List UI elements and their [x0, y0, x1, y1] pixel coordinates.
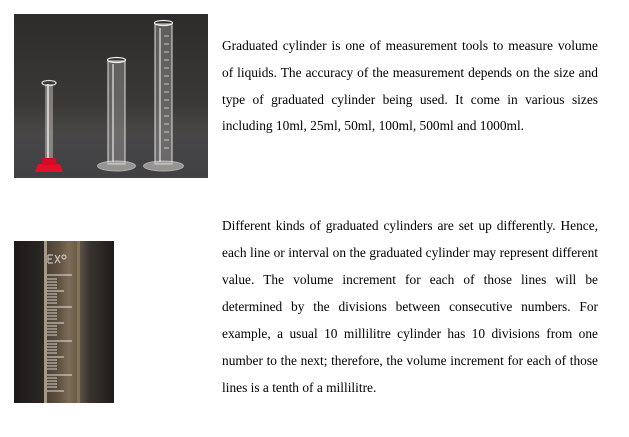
- graduated-cylinders-photo: [14, 14, 208, 178]
- intro-paragraph: Graduated cylinder is one of measurement tools to measure volume of liquids. The accuracy of the measurement depends on the size and type of graduated cylinder being used. It come in various sizes including 10ml, 25ml, 50ml, 100ml, 500ml and 1000ml.: [222, 38, 598, 134]
- graduated-cylinders-illustration: [14, 14, 208, 178]
- scale-paragraph: Different kinds of graduated cylinders are set up differently. Hence, each line or interval on the graduated cylinder may represent different value. The volume increment for each of those lines will be determined by the divisions between consecutive numbers. For example, a usual 10 millilitre cylinder has 10 divisions from one number to the next; therefore, the volume increment for each of those lines is a tenth of a millilitre.: [222, 218, 598, 395]
- cylinder-scale-closeup-photo: [14, 241, 114, 403]
- cylinder-scale-illustration: [14, 241, 114, 403]
